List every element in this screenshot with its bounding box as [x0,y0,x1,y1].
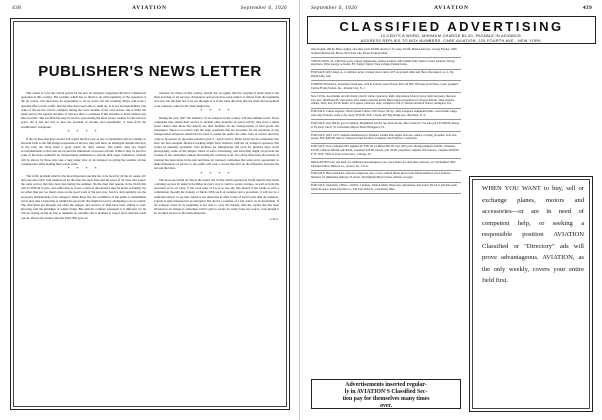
classified-ad [311,60,461,70]
notice-line: Advertisements inserted regular- [345,382,427,388]
right-date: September 6, 1926 [311,5,358,11]
ad-text: PARACHUTES new and used, for exhibition and emergency use, rope ladders for stunt men, balloons, etc. Established 1903. Thompson Bros. Balloon Co., Aurora, Ill., U.S.A. [311,159,457,168]
ad-text: FOR SALE: Standards, 2 Hisso, 4 OX5s, 2 Jennies. Natural finish. Ships new, guaranteed. Just tested. Priced to sell this week. Wash the spare. Estes Airplane Co., 242 East Third St., Cincinnati, Ohio. [311,183,458,191]
newsletter-paragraph: The traffic problem which is the most important one that has to be faced by all the air routes will have become fairly well understood by the time the snow flies and the users of air lines will expect the same service that they have had during the summer. On the lines that operate in the North this will be difficult to give, and rather than to create a spirit of discontent it may be better to frankly say so rather than put too much stress on the good work of the past year. Service and regularity are the necessary fundamentals of air transport. When these fail, the confidence of the public is undermined and it may take a long time to rebuild the good will that might be lost by attempting to do too much. The mail must get through, but often the shipper and receiver of mail have been willing to wait, knowing well the hardships of winter flying. But with the ordinary passenger it is different, for he will be relying on the air line to maintain its schedule and is inclined to expect more than the roads can do. Those who believe that the Kelly Bill gave air [21,173,146,220]
classified-ad [311,71,461,81]
left-page-number: 438 [12,5,22,11]
section-separator: * * * * [67,166,100,172]
section-separator: * * * * [67,129,100,135]
classified-title: CLASSIFIED ADVERTISING [339,19,564,34]
ad-text: New 125 hp. Aeromarine on with Jenny: electric starter, generator, high compression Liberty, heavy shaft and gears, like new. Two new 190 Hornet B, with spares. Five Austin switches $2.00. Metal tipped propellers for all types $20 up. 26x4 airplane wheels, 30x5, new, $3.50. Radio, W-2 spares, radiators, dope, varnish for OX-5. Western Aviation School, Arlington, Tex. [311,93,457,106]
newsletter-paragraph: The most successful air line in the world, the Scadta which operates in South America has made a striking success by using its facilities in every way it could to secure revenue, as well as from the operation of its air route. It has even gone so far as to use any idle money it has banks to earn a commission through the transfer of funds. With such an example and a precedent, it will not be a sufficient answer to say that capital is not interested in other forms of aerial work than air transport. Capital is only interested in an enterprise that shows a promise of a fair return on its investment. If air transport alone in its beginning is not able to carry the burden, then the capital that has been invested in air transport companies will be glad to secure its return from any source, even though it be an allied service to the main enterprise. [154,177,279,216]
classified-ad [311,83,461,93]
right-page [301,0,602,420]
classified-ad [311,110,461,120]
newsletter-paragraph: transport its chance in this country, should also recognize that the carrying of mails alone is the most exacting of all services. Passengers and goods have been subject to delays from the beginning of travel, but the mail has to be put through. It is in the same direction that the chief encouragement to air transport came for the chief danger lies. [154,91,279,108]
right-page-number: 439 [582,5,592,11]
promo-text: WHEN YOU WANT to buy, sell or exchange planes, motors and accessories—or are in need of competent help, or seeking a responsible position AVIATION Classified or "Directory" ads will prove advantageous. AVIATION, as the only weekly, covers your entire field first. [482,185,584,284]
ad-text: FOR SALE: One JN4-D, good condition. Homemade and the rest from an idle. The Curtiss inc. For sale price $1,000.00. Ready to fly away. See E. W. Cleveland, Mayors Field, Bridgeport, Pa. [311,120,460,129]
section-separator: * * * * [200,170,233,176]
notice-line: ly in AVIATION'S Classified Sec- [344,389,428,395]
promo-box [469,176,593,412]
newsletter-frame [10,18,290,410]
newsletter-paragraph: This winter is to be the critical period for the new air transport companies that have commenced operation in this country. The weather, which has so much to do with regularity of the operation of the air routes, will then have its opportunity to do its worst and the resulting delays will form a decided effect on the traffic that the lines have been able to build up. It is not an improbability that some of the service will be complete during the worst months of the cold season, and at times the mails sent by the regular rail lines. It will not show a weakness if this situation is faced without any false bravado. The Air Mail has kept its service open during the most severe weather for the last few years, but it has not had to face the problem of income and expenditure, at least from the stockholders' standpoint. [21,91,146,129]
ad-text: YOUNG MAN, 22, with three years college engineering, desires position with reliable firm. Wants to learn aviation. Will go anywhere. Write George A. Keiter, Flt. Supply Signal, State College, Pennsylvania. [311,58,456,67]
classified-address-line: ADDRESS REPLIES TO BOX NUMBERS, CARE AVIATION, 225 FOURTH AVE., NEW YORK. [360,38,543,43]
newsletter-title: PUBLISHER'S NEWS LETTER [38,63,262,80]
left-running-title: AVIATION [132,5,167,11]
classified-ad [311,122,461,132]
classified-header [307,16,596,44]
ad-text: FOR SALE: OX5, 1475 complete installation for Standard welded tube engine sections, radiator cowling, propeller, tools and spares. First $200.00 takes it. Universal Steel Products Company, San Francisco, California. [311,132,457,141]
classified-ad [311,48,461,58]
classified-ad [311,172,461,182]
ad-text: FOR SALE: Hisso-Standard, with new longerons, new covers, natural finish, motor turns fifteen hundred, price fourteen hundred, for immediate delivery. D. Davis, Ten Eighteen Byron Street, Atlanta, Georgia. [311,171,451,180]
left-date: September 6, 1926 [240,5,287,11]
classified-ad [311,134,461,144]
classified-ad [311,184,461,194]
ad-text: FOR SALE: New complete OX5 engines $175.00, 90 Le Rhone $95.00, new OX5 parts. Boeing magneto $20.00, carburetor $15.00, radiators $20.00, hub $6.00, propellers $15.00, fabrics, pair, $6.00, propellers complete OX5 motors, complete $250.00. F. W. Wolf, 7000-11 Peter School Ave., Chicago, Ill. [311,144,460,156]
notice-line: tion pay for themselves many times [342,396,430,402]
classified-ad [311,95,461,109]
ad-text: FOR SALE: OX5 Jenny, A-1 condition, never cracked, motor turns 1475 on ground. Must sell. Best offer takes it. A. L. Sly, Blythewille, Ark. [311,70,455,79]
classified-ad [311,161,461,171]
newsletter-column-2 [154,91,279,399]
section-separator: * * * * [200,108,233,114]
newsletter-paragraph: If the air lines that have started will regard the first year as one of experiment and not attempt to blossom forth as the full-fledged exponents of service, they will show an intelligent attitude that may in the long run bring them a good return for their caution. The public does not expect accomplishments at first that are beyond the limitations of present aircraft. While it may be hard for some of the more optimistic air transportation enthusiasts to restrain their eager confidence, wisdom will be shown by those who take a long range view of air transport as giving the weather all due consideration when making their winter plans. [21,136,146,166]
classified-ad [311,145,461,159]
newsletter-paragraph: During the year 1927, the tendency of air transport in the country will take definite trend. Those companies that extend their service to include other branches of aerial activity may have a much better chance than those that merely use their facilities for the transportation of mail goods and passengers. There is no reason why the large overheads that are necessary for the operation of any transportation enterprise should not be used to attend the public the other class of service that may come to be known by the name Aviation gave it - aerial service. Many aerial service companies that have not had adequate financial backing might form alliances with the air transport operators that would be mutually profitable. Taxi facilities for emergencies and even for pleasure trips, aerial photography, some of the simpler forms of aerial advertising, and surveying might all provide the revenue of the companies without increasing the overhead at all. It is along these lines that money in aviation has been made in the past and these air transport companies that seize every opportunity to make themselves of service to the public will earn a reward that may be the difference between the red and the black. [154,115,279,170]
newsletter-column-1 [21,91,146,399]
ad-text: FOR SALE: Curtiss airplane, JN4-D model Curtiss, OX5 motor, 90 h.p., fully equipped, aluminum finish, cotton finish wings, well only 25 hours, ready to fly away. $750.00. Wm. J. Dean, 907 Bay Ridge Ave., Brooklyn, N. Y. [311,109,458,118]
notice-line: over. [380,403,392,409]
classified-ads-column [311,48,461,412]
classified-notice-box [311,379,461,409]
ad-text: One Seagull, 160 hp. Hisso engine, and other parts, $2,000. Ready to fly away. Pacific Marine Airways, George Fischer, 1000 Southern Boulevard, Bronx, New York City. Phone Tremont 0941. [311,47,457,55]
newsletter-signature: - L.D.G. [268,217,279,222]
classified-rate-line: 10 CENTS A WORD, MINIMUM CHARGE $2.00, PAYABLE IN ADVANCE. [380,34,523,38]
newsletter-body [21,91,279,399]
ad-text: CURTISS SEAGULL, absolutely brand new, with K-6 motor, never flown. Price $3,000. Will take good Wasp or part payment. Curtiss Flying Station, Inc., Atlantic City, N. J. [311,82,459,90]
right-running-title: AVIATION [434,5,469,11]
left-page [0,0,300,420]
